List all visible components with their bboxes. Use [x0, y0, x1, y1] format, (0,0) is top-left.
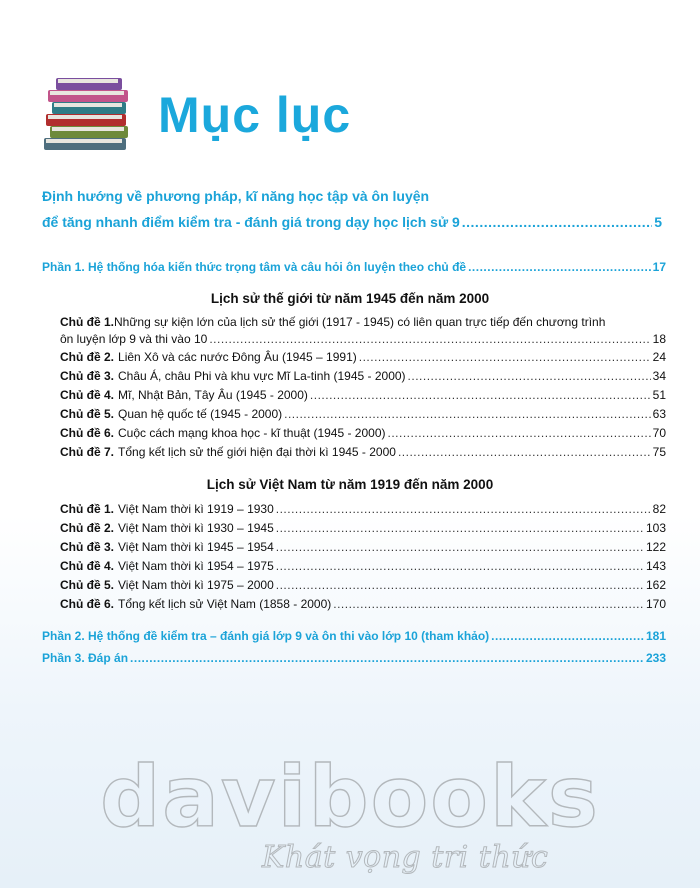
dot-leader — [333, 597, 644, 611]
dot-leader — [276, 521, 644, 535]
toc-entry-page: 34 — [652, 369, 666, 383]
toc-entry-world-3[interactable] — [60, 369, 666, 383]
dot-leader — [130, 651, 644, 665]
toc-entry-vietnam-1[interactable] — [60, 502, 666, 516]
toc-entry-world-5[interactable] — [60, 407, 666, 421]
toc-entry-text: Tổng kết lịch sử Việt Nam (1858 - 2000) — [118, 597, 332, 611]
toc-entry-text: ôn luyện lớp 9 và thi vào 10 — [60, 332, 208, 346]
toc-entry-text: Việt Nam thời kì 1975 – 2000 — [118, 578, 274, 592]
toc-entry-world-4[interactable] — [60, 388, 666, 402]
toc-entry-label: Chủ đề 1. — [60, 502, 115, 516]
toc-entry-part1[interactable] — [42, 260, 666, 274]
toc-entry-text: Những sự kiện lớn của lịch sử thế giới (1917 - 1945) có liên quan trực tiếp đến chương trình — [114, 315, 606, 329]
toc-entry-text: Liên Xô và các nước Đông Âu (1945 – 1991) — [118, 350, 357, 364]
dot-leader — [462, 214, 652, 230]
dot-leader — [276, 578, 644, 592]
toc-entry-page: 51 — [652, 388, 666, 402]
toc-entry-vietnam-4[interactable] — [60, 559, 666, 573]
toc-entry-world-2[interactable] — [60, 350, 666, 364]
toc-entry-page: 122 — [645, 540, 666, 554]
toc-entry-page: 24 — [652, 350, 666, 364]
dot-leader — [398, 445, 651, 459]
toc-entry-page: 103 — [645, 521, 666, 535]
section-heading-world: Lịch sử thế giới từ năm 1945 đến năm 2000 — [210, 291, 490, 306]
toc-entry-page: 181 — [645, 629, 666, 643]
toc-entry-text: Phần 1. Hệ thống hóa kiến thức trọng tâm và câu hỏi ôn luyện theo chủ đề — [42, 260, 467, 274]
toc-entry-text: Phần 2. Hệ thống đề kiểm tra – đánh giá lớp 9 và ôn thi vào lớp 10 (tham khảo) — [42, 629, 490, 643]
toc-entry-text: Việt Nam thời kì 1945 – 1954 — [118, 540, 274, 554]
toc-entry-text: Việt Nam thời kì 1919 – 1930 — [118, 502, 274, 516]
toc-entry-text: Mĩ, Nhật Bản, Tây Âu (1945 - 2000) — [118, 388, 308, 402]
toc-entry-vietnam-6[interactable] — [60, 597, 666, 611]
watermark-brand: davibooks — [100, 748, 600, 846]
toc-entry-text: Quan hệ quốc tế (1945 - 2000) — [118, 407, 283, 421]
toc-entry-label: Chủ đề 6. — [60, 426, 115, 440]
toc-entry-text: để tăng nhanh điểm kiểm tra - đánh giá trong dạy học lịch sử 9 — [42, 214, 460, 230]
toc-entry-label: Chủ đề 4. — [60, 559, 115, 573]
toc-entry-label: Chủ đề 5. — [60, 407, 115, 421]
toc-entry-world-1[interactable] — [60, 314, 666, 348]
toc-entry-label: Chủ đề 4. — [60, 388, 115, 402]
toc-entry-world-6[interactable] — [60, 426, 666, 440]
section-heading-vietnam: Lịch sử Việt Nam từ năm 1919 đến năm 2000 — [206, 477, 494, 492]
dot-leader — [276, 502, 651, 516]
toc-entry-first-line — [60, 314, 666, 331]
toc-entry-label: Chủ đề 3. — [60, 369, 115, 383]
toc-entry-page: 63 — [652, 407, 666, 421]
dot-leader — [209, 331, 650, 348]
toc-entry-text: Cuộc cách mạng khoa học - kĩ thuật (1945 - 2000) — [118, 426, 386, 440]
dot-leader — [284, 407, 651, 421]
toc-entry-page: 75 — [652, 445, 666, 459]
toc-entry-label: Chủ đề 5. — [60, 578, 115, 592]
toc-entry-text: Châu Á, châu Phi và khu vực Mĩ La-tinh (1945 - 2000) — [118, 369, 406, 383]
dot-leader — [310, 388, 651, 402]
dot-leader — [388, 426, 651, 440]
toc-entry-page: 70 — [652, 426, 666, 440]
dot-leader — [359, 350, 651, 364]
page-title: Mục lục — [158, 87, 352, 143]
toc-entry-label: Chủ đề 2. — [60, 521, 115, 535]
dot-leader — [276, 540, 644, 554]
toc-entry-page: 162 — [645, 578, 666, 592]
toc-entry-vietnam-2[interactable] — [60, 521, 666, 535]
toc-entry-world-7[interactable] — [60, 445, 666, 459]
toc-entry-second-line — [60, 331, 666, 348]
toc-entry-page: 17 — [652, 260, 666, 274]
toc-entry-text: Việt Nam thời kì 1954 – 1975 — [118, 559, 274, 573]
books-stack-icon — [40, 72, 132, 154]
dot-leader — [408, 369, 651, 383]
toc-entry-intro[interactable] — [42, 214, 662, 230]
toc-entry-page: 170 — [645, 597, 666, 611]
toc-entry-label: Chủ đề 7. — [60, 445, 115, 459]
intro-line-1: Định hướng về phương pháp, kĩ năng học tập và ôn luyện — [42, 188, 430, 204]
toc-entry-label: Chủ đề 3. — [60, 540, 115, 554]
toc-header — [40, 64, 660, 154]
watermark-slogan: Khát vọng tri thức — [262, 840, 549, 875]
toc-entry-vietnam-5[interactable] — [60, 578, 666, 592]
toc-entry-label: Chủ đề 6. — [60, 597, 115, 611]
toc-entry-part2[interactable] — [42, 629, 666, 643]
toc-entry-text: Tổng kết lịch sử thế giới hiện đại thời kì 1945 - 2000 — [118, 445, 396, 459]
toc-entry-text: Phần 3. Đáp án — [42, 651, 129, 665]
toc-entry-page: 18 — [652, 332, 666, 346]
toc-entry-text: Việt Nam thời kì 1930 – 1945 — [118, 521, 274, 535]
toc-entry-page: 233 — [645, 651, 666, 665]
toc-entry-label: Chủ đề 1. — [60, 315, 115, 329]
toc-entry-label: Chủ đề 2. — [60, 350, 115, 364]
dot-leader — [491, 629, 644, 643]
toc-entry-page: 143 — [645, 559, 666, 573]
toc-entry-page: 82 — [652, 502, 666, 516]
dot-leader — [276, 559, 644, 573]
dot-leader — [468, 260, 651, 274]
toc-entry-page: 5 — [654, 214, 662, 230]
toc-entry-part3[interactable] — [42, 651, 666, 665]
toc-entry-vietnam-3[interactable] — [60, 540, 666, 554]
